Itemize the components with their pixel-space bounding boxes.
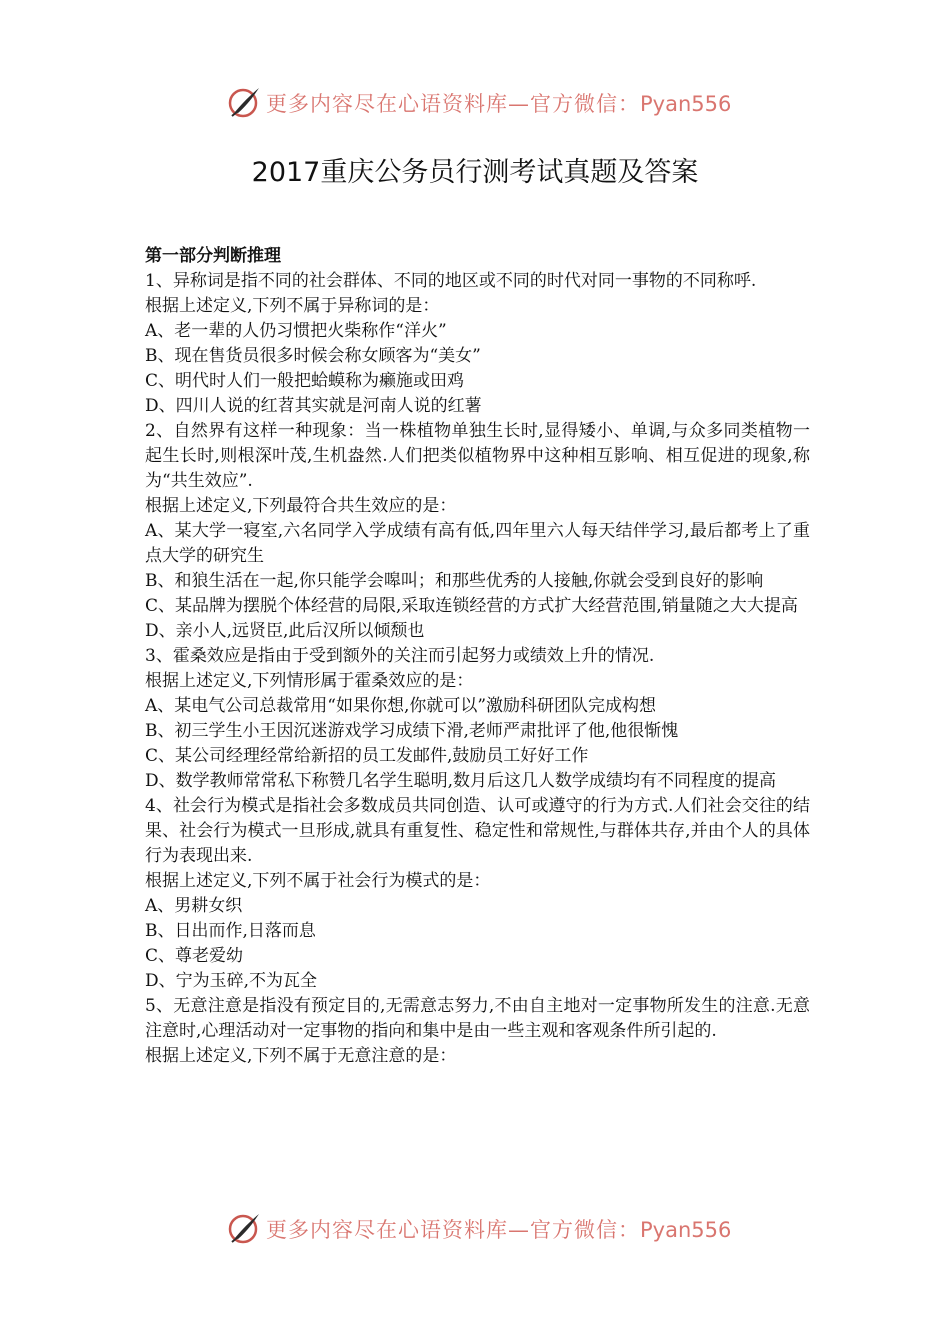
quill-pen-logo-icon [226, 85, 262, 121]
paragraph: C、某公司经理经常给新招的员工发邮件,鼓励员工好好工作 [145, 746, 589, 766]
paragraph: 2、自然界有这样一种现象：当一株植物单独生长时,显得矮小、单调,与众多同类植物一起生长时,则根深叶茂,生机盎然.人们把类似植物界中这种相互影响、相互促进的现象,称为“共生效应”. [145, 421, 810, 491]
document-body [145, 244, 810, 1069]
paragraph: C、尊老爱幼 [145, 946, 244, 966]
paragraph: A、某大学一寝室,六名同学入学成绩有高有低,四年里六人每天结伴学习,最后都考上了重点大学的研究生 [145, 521, 810, 566]
paragraph: 根据上述定义,下列不属于无意注意的是： [145, 1046, 457, 1066]
paragraph: C、某品牌为摆脱个体经营的局限,采取连锁经营的方式扩大经营范围,销量随之大大提高 [145, 596, 798, 616]
section-heading: 第一部分判断推理 [145, 246, 281, 266]
paragraph: B、现在售货员很多时候会称女顾客为“美女” [145, 346, 481, 366]
paragraph: A、老一辈的人仍习惯把火柴称作“洋火” [145, 321, 447, 341]
paragraph: B、和狼生活在一起,你只能学会嗥叫；和那些优秀的人接触,你就会受到良好的影响 [145, 571, 764, 591]
paragraph: 根据上述定义,下列不属于社会行为模式的是： [145, 871, 491, 891]
paragraph: 3、霍桑效应是指由于受到额外的关注而引起努力或绩效上升的情况. [145, 646, 655, 666]
paragraph: 4、社会行为模式是指社会多数成员共同创造、认可或遵守的行为方式.人们社会交往的结果、社会行为模式一旦形成,就具有重复性、稳定性和常规性,与群体共存,并由个人的具体行为表现出来. [145, 796, 810, 866]
paragraph: 根据上述定义,下列不属于异称词的是： [145, 296, 440, 316]
banner-text: 更多内容尽在心语资料库—官方微信：Pyan556 [266, 1218, 732, 1242]
paragraph: D、四川人说的红苕其实就是河南人说的红薯 [145, 396, 482, 416]
paragraph: 根据上述定义,下列情形属于霍桑效应的是： [145, 671, 474, 691]
paragraph: A、某电气公司总裁常用“如果你想,你就可以”激励科研团队完成构想 [145, 696, 657, 716]
paragraph: A、男耕女织 [145, 896, 243, 916]
footer-banner [226, 1209, 731, 1249]
paragraph: 5、无意注意是指没有预定目的,无需意志努力,不由自主地对一定事物所发生的注意.无意注意时,心理活动对一定事物的指向和集中是由一些主观和客观条件所引起的. [145, 996, 810, 1041]
paragraph: D、亲小人,远贤臣,此后汉所以倾颓也 [145, 621, 425, 641]
paragraph: C、明代时人们一般把蛤蟆称为癞施或田鸡 [145, 371, 465, 391]
paragraph: B、初三学生小王因沉迷游戏学习成绩下滑,老师严肃批评了他,他很惭愧 [145, 721, 679, 741]
paragraph: D、宁为玉碎,不为瓦全 [145, 971, 318, 991]
banner-text: 更多内容尽在心语资料库—官方微信：Pyan556 [266, 92, 732, 116]
paragraph: B、日出而作,日落而息 [145, 921, 316, 941]
document-title: 2017重庆公务员行测考试真题及答案 [251, 157, 699, 188]
quill-pen-logo-icon [226, 1211, 262, 1247]
paragraph: D、数学教师常常私下称赞几名学生聪明,数月后这几人数学成绩均有不同程度的提高 [145, 771, 777, 791]
header-banner [226, 83, 731, 123]
paragraph: 1、异称词是指不同的社会群体、不同的地区或不同的时代对同一事物的不同称呼. [145, 271, 757, 291]
paragraph: 根据上述定义,下列最符合共生效应的是： [145, 496, 457, 516]
